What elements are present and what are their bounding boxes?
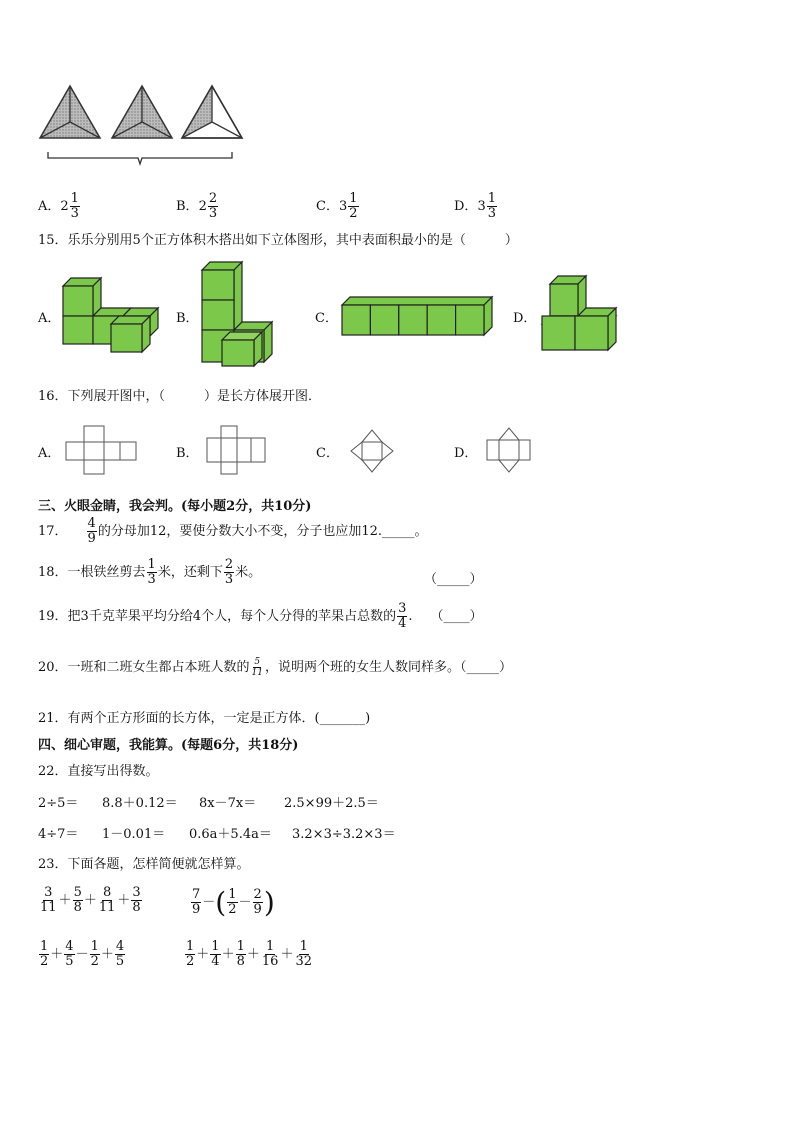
q22-r2-c2: 1－0.01＝	[102, 827, 166, 842]
q16-label-b: B．	[176, 446, 199, 461]
q14-option-b: B．2 $\frac{2}{3}$	[176, 191, 218, 221]
q16-net-c	[350, 428, 394, 474]
q15-label-a: A．	[38, 311, 61, 326]
triangle-2	[112, 86, 172, 138]
q15-figure-c	[340, 295, 496, 337]
q15-label-d: D．	[513, 311, 537, 326]
q14-option-a: A．2 $\frac{1}{3}$	[38, 191, 79, 221]
q22-r2-c1: 4÷7＝	[38, 827, 79, 842]
section-3-title: 三、火眼金睛，我会判。(每小题2分，共10分)	[38, 499, 312, 514]
q23-expr-4: $\frac{1}{2}$ ＋ $\frac{1}{4}$ ＋ $\frac{1}{8}$ ＋ $\frac{1}{16}$ ＋ $\frac{1}{32}$	[186, 939, 312, 969]
q20: 20．一班和二班女生都占本班人数的 $\frac{5}{11}$ ，说明两个班的女生人数同样多。（_____）	[38, 657, 513, 678]
q19: 19．把3千克苹果平均分给4个人，每个人分得的苹果占总数的 $\frac{3}{4}$ . （____）	[38, 601, 483, 631]
q18: 18．一根铁丝剪去 $\frac{1}{3}$ 米，还剩下 $\frac{2}{3}$ 米。	[38, 557, 262, 587]
q15-figure-b	[200, 260, 276, 368]
q15-stem: 15．乐乐分别用5个正方体积木搭出如下立体图形，其中表面积最小的是（ ）	[38, 233, 518, 248]
q23-expr-1: $\frac{3}{11}$ ＋ $\frac{5}{8}$ ＋ $\frac{8}{11}$ ＋ $\frac{3}{8}$	[40, 885, 141, 915]
q22-r1-c3: 8x－7x＝	[199, 796, 257, 811]
q16-label-d: D．	[454, 446, 478, 461]
q16-net-b	[207, 426, 267, 476]
q17: 17． $\frac{4}{9}$ 的分母加12，要使分数大小不变，分子也应加12._____。	[38, 516, 428, 546]
q18-answer-paren: （_____）	[424, 572, 483, 587]
q23-stem: 23．下面各题，怎样简便就怎样算。	[38, 857, 250, 872]
q14-option-c: C．3 $\frac{1}{2}$	[316, 191, 358, 221]
q16-label-a: A．	[38, 446, 61, 461]
q15-label-c: C．	[315, 311, 338, 326]
q16-stem: 16．下列展开图中，（ ）是长方体展开图．	[38, 389, 322, 404]
q22-r1-c2: 8.8＋0.12＝	[102, 796, 178, 811]
q22-r2-c4: 3.2×3÷3.2×3＝	[292, 827, 396, 842]
brace	[48, 152, 232, 164]
q22-r2-c3: 0.6a＋5.4a＝	[189, 827, 272, 842]
q22-stem: 22．直接写出得数。	[38, 764, 159, 779]
q16-label-c: C．	[316, 446, 339, 461]
q22-r1-c1: 2÷5＝	[38, 796, 79, 811]
q14-option-d: D．3 $\frac{1}{3}$	[454, 191, 496, 221]
q15-figure-a	[63, 278, 161, 354]
q16-net-a	[66, 426, 138, 476]
q15-label-b: B．	[176, 311, 199, 326]
q21: 21．有两个正方形面的长方体，一定是正方体．(_______)	[38, 711, 371, 726]
q15-figure-d	[540, 276, 618, 354]
q23-expr-3: $\frac{1}{2}$ ＋ $\frac{4}{5}$ － $\frac{1}{2}$ ＋ $\frac{4}{5}$	[40, 939, 125, 969]
triangle-3	[182, 86, 242, 138]
triangle-figures	[38, 84, 248, 174]
q23-expr-2: $\frac{7}{9}$ －( $\frac{1}{2}$ － $\frac{2}{9}$ )	[192, 886, 275, 919]
q16-net-d	[487, 426, 531, 474]
section-4-title: 四、细心审题，我能算。(每题6分，共18分)	[38, 738, 299, 753]
triangle-1	[40, 86, 100, 138]
q22-r1-c4: 2.5×99＋2.5＝	[284, 796, 379, 811]
